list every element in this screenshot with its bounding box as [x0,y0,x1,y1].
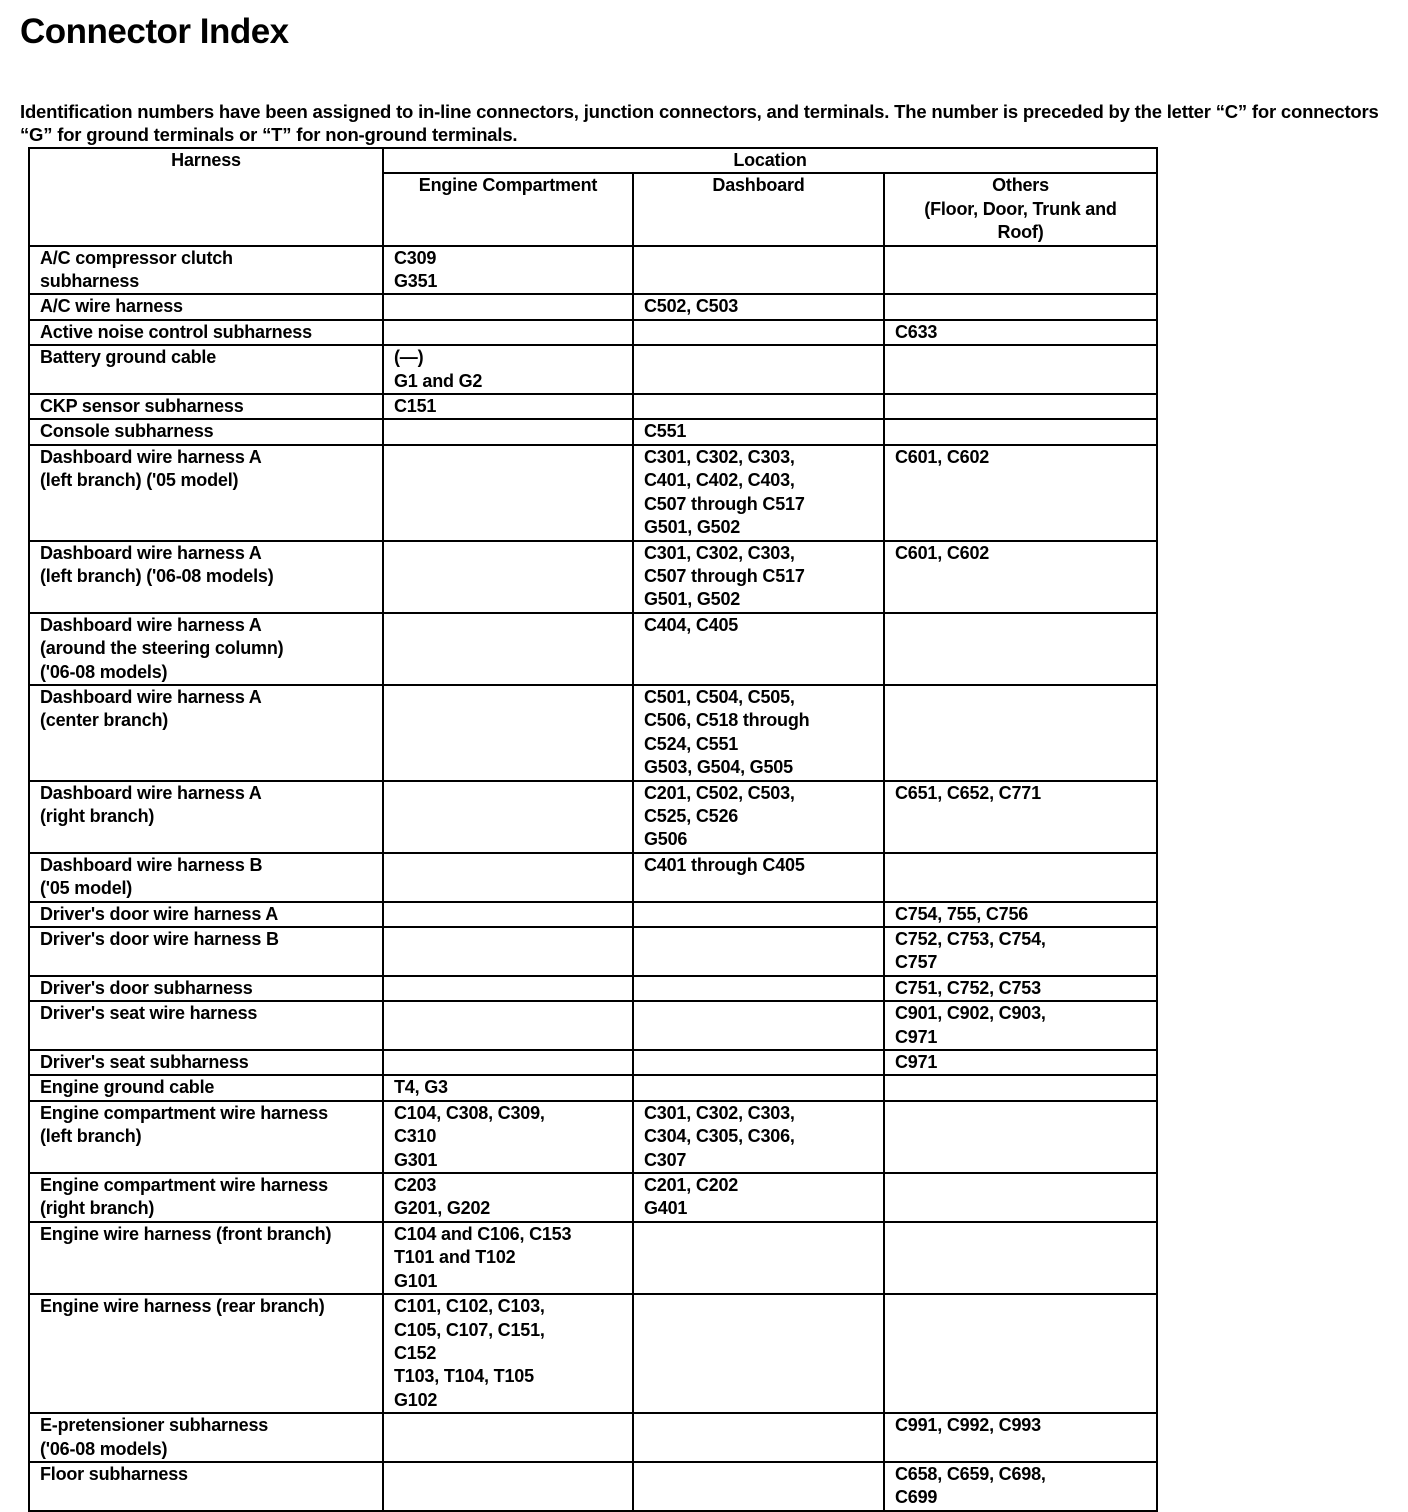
engine-compartment-cell [383,781,633,853]
table-row [29,419,1157,444]
dashboard-cell: C404, C405 [633,613,884,685]
table-row [29,1075,1157,1100]
dashboard-cell: C502, C503 [633,294,884,319]
engine-compartment-cell: C203 G201, G202 [383,1173,633,1222]
intro-paragraph: Identification numbers have been assigned to in-line connectors, junction connectors, and terminals. The number is preceded by the letter “C” for connectors “G” for ground terminals or “T” for non-ground terminals. [20,101,1379,145]
harness-cell: Driver's seat wire harness [29,1001,383,1050]
harness-cell: Dashboard wire harness A (left branch) ('05 model) [29,445,383,541]
engine-compartment-cell [383,685,633,781]
table-row [29,1413,1157,1462]
others-cell [884,394,1157,419]
harness-cell: Driver's door wire harness A [29,902,383,927]
connector-index-table [28,147,1158,1512]
engine-compartment-cell [383,902,633,927]
dashboard-cell [633,902,884,927]
others-cell [884,419,1157,444]
engine-compartment-cell [383,1001,633,1050]
table-row [29,613,1157,685]
engine-compartment-cell [383,613,633,685]
engine-compartment-cell [383,976,633,1001]
dashboard-cell [633,394,884,419]
dashboard-cell [633,927,884,976]
table-row [29,320,1157,345]
others-cell [884,853,1157,902]
others-cell: C752, C753, C754, C757 [884,927,1157,976]
others-cell: C971 [884,1050,1157,1075]
others-cell: C901, C902, C903, C971 [884,1001,1157,1050]
dashboard-cell [633,1001,884,1050]
engine-compartment-cell: C151 [383,394,633,419]
harness-cell: Floor subharness [29,1462,383,1511]
others-cell [884,1173,1157,1222]
dashboard-cell: C301, C302, C303, C507 through C517 G501, G502 [633,541,884,613]
table-row [29,902,1157,927]
harness-cell: Console subharness [29,419,383,444]
engine-compartment-cell [383,320,633,345]
table-row [29,294,1157,319]
others-cell: C601, C602 [884,541,1157,613]
table-row [29,1173,1157,1222]
others-cell [884,294,1157,319]
others-cell [884,1222,1157,1294]
others-cell [884,1294,1157,1413]
harness-cell: Driver's door subharness [29,976,383,1001]
engine-compartment-cell [383,853,633,902]
dashboard-cell [633,1294,884,1413]
harness-cell: Engine compartment wire harness (left branch) [29,1101,383,1173]
others-cell [884,1075,1157,1100]
others-cell: C601, C602 [884,445,1157,541]
engine-compartment-cell: (—) G1 and G2 [383,345,633,394]
engine-compartment-cell [383,419,633,444]
others-cell [884,613,1157,685]
engine-compartment-cell [383,541,633,613]
harness-cell: A/C wire harness [29,294,383,319]
dashboard-cell [633,1075,884,1100]
harness-cell: Dashboard wire harness A (right branch) [29,781,383,853]
harness-cell: Dashboard wire harness A (left branch) ('06-08 models) [29,541,383,613]
engine-compartment-cell [383,927,633,976]
table-row [29,976,1157,1001]
engine-compartment-cell [383,294,633,319]
engine-compartment-cell: C104, C308, C309, C310 G301 [383,1101,633,1173]
dashboard-cell [633,1050,884,1075]
header-engine-compartment: Engine Compartment [383,173,633,245]
header-harness: Harness [29,148,383,246]
table-row [29,1001,1157,1050]
dashboard-cell [633,246,884,295]
table-row [29,1101,1157,1173]
others-cell: C658, C659, C698, C699 [884,1462,1157,1511]
harness-cell: Driver's seat subharness [29,1050,383,1075]
harness-cell: E-pretensioner subharness ('06-08 models) [29,1413,383,1462]
engine-compartment-cell [383,1413,633,1462]
dashboard-cell [633,1413,884,1462]
table-row [29,345,1157,394]
harness-cell: CKP sensor subharness [29,394,383,419]
dashboard-cell: C201, C202 G401 [633,1173,884,1222]
page-title: Connector Index [20,12,289,51]
dashboard-cell: C301, C302, C303, C304, C305, C306, C307 [633,1101,884,1173]
others-cell: C751, C752, C753 [884,976,1157,1001]
engine-compartment-cell: T4, G3 [383,1075,633,1100]
engine-compartment-cell: C104 and C106, C153 T101 and T102 G101 [383,1222,633,1294]
dashboard-cell: C301, C302, C303, C401, C402, C403, C507 through C517 G501, G502 [633,445,884,541]
others-cell [884,685,1157,781]
harness-cell: Engine ground cable [29,1075,383,1100]
harness-cell: A/C compressor clutch subharness [29,246,383,295]
engine-compartment-cell: C309 G351 [383,246,633,295]
dashboard-cell: C201, C502, C503, C525, C526 G506 [633,781,884,853]
dashboard-cell [633,320,884,345]
others-cell [884,246,1157,295]
dashboard-cell: C401 through C405 [633,853,884,902]
dashboard-cell [633,1462,884,1511]
harness-cell: Engine compartment wire harness (right branch) [29,1173,383,1222]
dashboard-cell [633,1222,884,1294]
harness-cell: Driver's door wire harness B [29,927,383,976]
table-row [29,781,1157,853]
table-row [29,1462,1157,1511]
harness-cell: Battery ground cable [29,345,383,394]
table-row [29,1294,1157,1413]
others-cell: C651, C652, C771 [884,781,1157,853]
table-row [29,445,1157,541]
harness-cell: Engine wire harness (rear branch) [29,1294,383,1413]
table-row [29,246,1157,295]
engine-compartment-cell [383,1462,633,1511]
table-row [29,1050,1157,1075]
table-row [29,1222,1157,1294]
header-dashboard: Dashboard [633,173,884,245]
harness-cell: Active noise control subharness [29,320,383,345]
dashboard-cell [633,345,884,394]
engine-compartment-cell [383,1050,633,1075]
header-others: Others (Floor, Door, Trunk and Roof) [884,173,1157,245]
harness-cell: Dashboard wire harness A (center branch) [29,685,383,781]
others-cell: C754, 755, C756 [884,902,1157,927]
others-cell: C991, C992, C993 [884,1413,1157,1462]
engine-compartment-cell [383,445,633,541]
dashboard-cell: C501, C504, C505, C506, C518 through C524, C551 G503, G504, G505 [633,685,884,781]
others-cell: C633 [884,320,1157,345]
table-row [29,853,1157,902]
table-row [29,394,1157,419]
table-row [29,927,1157,976]
dashboard-cell: C551 [633,419,884,444]
others-cell [884,1101,1157,1173]
harness-cell: Dashboard wire harness A (around the steering column) ('06-08 models) [29,613,383,685]
dashboard-cell [633,976,884,1001]
table-body [29,246,1157,1511]
header-location: Location [383,148,1157,173]
table-row [29,541,1157,613]
others-cell [884,345,1157,394]
engine-compartment-cell: C101, C102, C103, C105, C107, C151, C152 T103, T104, T105 G102 [383,1294,633,1413]
harness-cell: Dashboard wire harness B ('05 model) [29,853,383,902]
table-row [29,685,1157,781]
harness-cell: Engine wire harness (front branch) [29,1222,383,1294]
